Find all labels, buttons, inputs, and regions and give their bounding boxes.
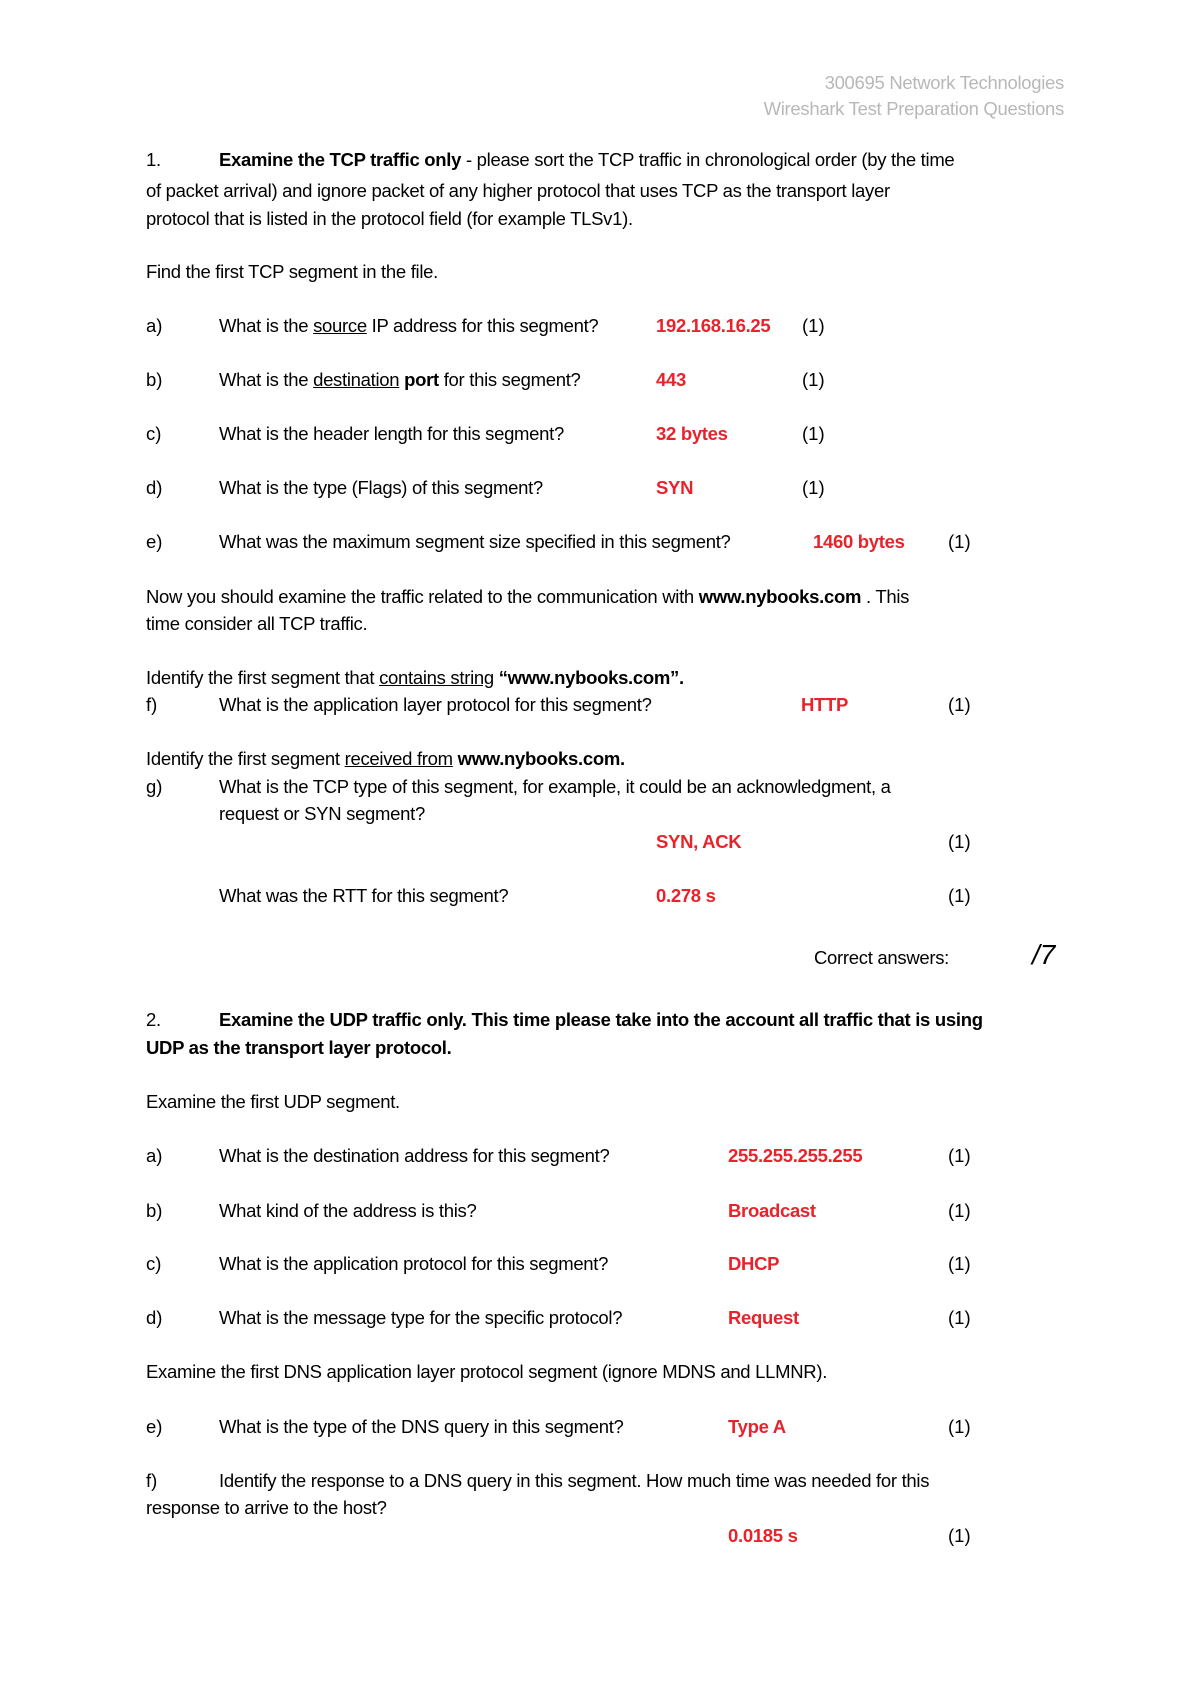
q1a-question (219, 313, 598, 339)
q1f-label: f) (146, 694, 158, 715)
q2f-question-line1: Identify the response to a DNS query in this segment. How much time was needed for this (219, 1470, 930, 1491)
q2-dns-intro: Examine the first DNS application layer protocol segment (ignore MDNS and LLMNR). (146, 1361, 828, 1382)
q1-identify1-bold: “www.nybooks.com” (493, 667, 679, 688)
q1-now-line1 (146, 584, 909, 610)
q1-identify2-pre: Identify the first segment (146, 748, 345, 769)
q1-number: 1. (146, 149, 161, 170)
q1f-question: What is the application layer protocol for this segment? (219, 694, 652, 715)
q2f-question-line2: response to arrive to the host? (146, 1497, 387, 1518)
q2f-label: f) (146, 1470, 158, 1491)
q1-intro-line3: protocol that is listed in the protocol field (for example TLSv1). (146, 208, 633, 229)
q1f-answer: HTTP (801, 694, 849, 715)
q1-identify1 (146, 665, 684, 691)
q1a-post: IP address for this segment? (366, 315, 599, 336)
q1c-answer: 32 bytes (656, 423, 728, 444)
q2-number: 2. (146, 1009, 161, 1030)
q2a-label: a) (146, 1145, 163, 1166)
q1b-question (219, 367, 581, 393)
q2-title-line1: Examine the UDP traffic only. This time please take into the account all traffic that is using (219, 1009, 983, 1030)
q2d-answer: Request (728, 1307, 799, 1328)
q1-identify1-pre: Identify the first segment that (146, 667, 380, 688)
q1a-label: a) (146, 315, 163, 336)
q1-now-line2: time consider all TCP traffic. (146, 613, 368, 634)
q1a-underline: source (313, 315, 367, 336)
q1-now-pre: Now you should examine the traffic related to the communication with (146, 586, 699, 607)
q2b-label: b) (146, 1200, 163, 1221)
q1g-mark: (1) (948, 831, 971, 852)
q1-now-bold: www.nybooks.com (698, 586, 862, 607)
q1-identify1-post: . (679, 667, 684, 688)
q2a-answer: 255.255.255.255 (728, 1145, 863, 1166)
q2b-answer: Broadcast (728, 1200, 816, 1221)
q2e-question: What is the type of the DNS query in this segment? (219, 1416, 624, 1437)
q1d-label: d) (146, 477, 163, 498)
q2e-mark: (1) (948, 1416, 971, 1437)
q1-find-first: Find the first TCP segment in the file. (146, 261, 438, 282)
q2d-question: What is the message type for the specific protocol? (219, 1307, 623, 1328)
correct-answers-label: Correct answers: (814, 947, 950, 968)
q1e-mark: (1) (948, 531, 971, 552)
q1-intro-line2: of packet arrival) and ignore packet of any higher protocol that uses TCP as the transport layer (146, 180, 890, 201)
q1b-post: for this segment? (438, 369, 581, 390)
q1b-answer: 443 (656, 369, 686, 390)
q1c-question: What is the header length for this segment? (219, 423, 564, 444)
q1b-bold: port (399, 369, 439, 390)
q1g-answer: SYN, ACK (656, 831, 742, 852)
q1d-answer: SYN (656, 477, 694, 498)
q2c-answer: DHCP (728, 1253, 780, 1274)
q2e-answer: Type A (728, 1416, 786, 1437)
course-title: 300695 Network Technologies (824, 72, 1064, 93)
q2a-mark: (1) (948, 1145, 971, 1166)
q1g-question-line2: request or SYN segment? (219, 803, 425, 824)
q1b-label: b) (146, 369, 163, 390)
q1d-question: What is the type (Flags) of this segment? (219, 477, 543, 498)
q1e-answer: 1460 bytes (813, 531, 905, 552)
q2b-mark: (1) (948, 1200, 971, 1221)
q1-identify2 (146, 746, 625, 772)
q2c-label: c) (146, 1253, 162, 1274)
q1-title: Examine the TCP traffic only (219, 149, 462, 170)
q1a-answer: 192.168.16.25 (656, 315, 771, 336)
q1-intro-rest: - please sort the TCP traffic in chronological order (by the time (461, 149, 955, 170)
q1c-label: c) (146, 423, 162, 444)
q1-identify2-post: . (619, 748, 625, 769)
q1-identify1-underline: contains string (379, 667, 494, 688)
q1-rtt-mark: (1) (948, 885, 971, 906)
q1f-mark: (1) (948, 694, 971, 715)
q2e-label: e) (146, 1416, 163, 1437)
q1g-label: g) (146, 776, 163, 797)
q2-title-line2: UDP as the transport layer protocol. (146, 1037, 452, 1058)
q1-now-post: . This (861, 586, 910, 607)
q2-examine-first: Examine the first UDP segment. (146, 1091, 400, 1112)
q1g-question-line1: What is the TCP type of this segment, for example, it could be an acknowledgment, a (219, 776, 891, 797)
q2f-answer: 0.0185 s (728, 1525, 798, 1546)
q2f-mark: (1) (948, 1525, 971, 1546)
q1-rtt-answer: 0.278 s (656, 885, 716, 906)
q2d-mark: (1) (948, 1307, 971, 1328)
q1e-label: e) (146, 531, 163, 552)
q2c-question: What is the application protocol for this segment? (219, 1253, 609, 1274)
q1b-underline: destination (313, 369, 400, 390)
q2c-mark: (1) (948, 1253, 971, 1274)
q1-identify2-underline: received from (344, 748, 453, 769)
total-score: /7 (1032, 939, 1056, 970)
q1b-pre: What is the (219, 369, 314, 390)
q1-intro-line1 (219, 147, 954, 173)
q1-identify2-bold: www.nybooks.com (452, 748, 620, 769)
q1-rtt-question: What was the RTT for this segment? (219, 885, 509, 906)
q2b-question: What kind of the address is this? (219, 1200, 477, 1221)
document-subtitle: Wireshark Test Preparation Questions (763, 98, 1064, 119)
q1a-pre: What is the (219, 315, 314, 336)
q1b-mark: (1) (802, 369, 825, 390)
q1e-question: What was the maximum segment size specified in this segment? (219, 531, 731, 552)
q2d-label: d) (146, 1307, 163, 1328)
q1c-mark: (1) (802, 423, 825, 444)
q1a-mark: (1) (802, 315, 825, 336)
q1d-mark: (1) (802, 477, 825, 498)
q2a-question: What is the destination address for this segment? (219, 1145, 610, 1166)
